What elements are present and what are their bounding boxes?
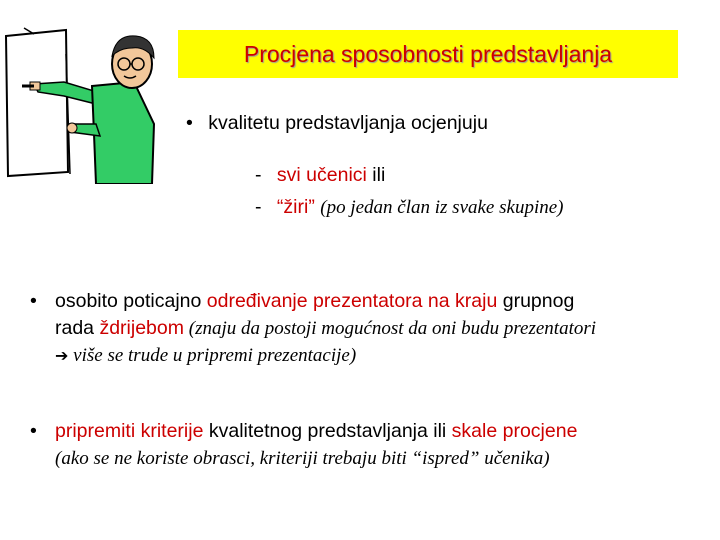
bullet-3-text: kvalitetnog predstavljanja ili xyxy=(203,420,452,442)
sub-bullet-1-red: svi učenici xyxy=(276,164,367,186)
teacher-at-flipchart-illustration xyxy=(4,24,174,184)
right-arrow-icon: ➔ xyxy=(55,348,69,365)
bullet-2-line-3 xyxy=(55,342,710,370)
bullet-2-line-1 xyxy=(55,288,710,315)
bullet-3 xyxy=(30,418,715,472)
bullet-3-italic-text: (ako se ne koriste obrasci, kriteriji trebaju biti “ispred” učenika) xyxy=(55,448,550,469)
bullet-2-text: grupnog xyxy=(497,290,575,312)
bullet-2-dot: • xyxy=(30,290,37,312)
sub-bullet-1-dash: - xyxy=(255,164,262,186)
sub-bullet-1-normal: ili xyxy=(366,164,386,186)
bullet-2-red-text: određivanje prezentatora na kraju xyxy=(206,290,498,312)
slide-title: Procjena sposobnosti predstavljanja xyxy=(243,40,613,67)
bullet-1 xyxy=(186,110,488,137)
bullet-3-line-1 xyxy=(55,418,715,445)
bullet-1-dot: • xyxy=(186,112,193,134)
bullet-2-italic-text: (znaju da postoji mogućnost da oni budu prezentatori xyxy=(184,318,597,339)
sub-bullet-2-italic: (po jedan član iz svake skupine) xyxy=(320,197,564,218)
sub-bullet-2 xyxy=(255,194,563,221)
bullet-2-text: rada xyxy=(55,317,100,339)
title-box xyxy=(178,30,678,78)
bullet-2-text: osobito poticajno xyxy=(55,290,207,312)
sub-bullet-2-dash: - xyxy=(255,196,262,218)
bullet-2-italic-text: više se trude u pripremi prezentacije) xyxy=(68,345,357,366)
bullet-3-dot: • xyxy=(30,420,37,442)
bullet-1-text: kvalitetu predstavljanja ocjenjuju xyxy=(208,112,488,134)
sub-bullet-2-red: “žiri” xyxy=(276,196,315,218)
bullet-2 xyxy=(30,288,710,370)
sub-bullet-1 xyxy=(255,162,385,189)
bullet-2-red-text: ždrijebom xyxy=(99,317,184,339)
bullet-2-line-2 xyxy=(55,315,710,342)
bullet-3-red-text: skale procjene xyxy=(451,420,578,442)
bullet-3-line-2 xyxy=(55,445,715,472)
bullet-3-red-text: pripremiti kriterije xyxy=(55,420,204,442)
